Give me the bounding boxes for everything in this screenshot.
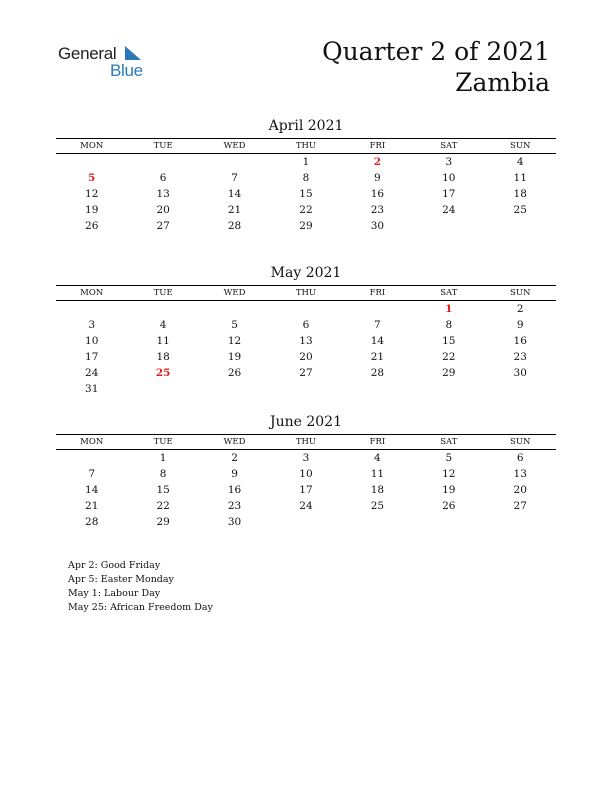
day-cell: 16 <box>513 335 527 347</box>
logo-blue-text: Blue <box>110 61 143 80</box>
day-cell: 21 <box>370 351 385 363</box>
week-row <box>56 154 556 170</box>
day-cell: 29 <box>299 220 313 232</box>
day-cell: 9 <box>374 172 381 184</box>
week-row <box>56 466 556 482</box>
day-cell: 10 <box>442 172 456 184</box>
empty-day-cell <box>413 514 484 530</box>
month-title: June 2021 <box>269 414 342 430</box>
page-title <box>322 36 550 98</box>
week-row <box>56 498 556 514</box>
weekday-label: TUE <box>153 141 173 151</box>
day-cell: 27 <box>156 220 170 232</box>
day-cell: 20 <box>156 204 170 216</box>
weekday-label: FRI <box>369 437 386 447</box>
day-cell: 5 <box>445 452 453 464</box>
day-cell: 15 <box>156 484 170 496</box>
title-country: Zambia <box>455 68 550 97</box>
day-cell: 27 <box>299 367 313 379</box>
day-cell: 7 <box>374 319 381 331</box>
logo-triangle-icon <box>125 46 141 60</box>
day-cell: 11 <box>513 172 527 184</box>
day-cell: 28 <box>85 516 99 528</box>
day-cell: 3 <box>88 319 96 331</box>
holiday-date: 1 <box>445 303 453 315</box>
weekday-header <box>56 434 556 450</box>
day-cell: 31 <box>85 383 99 395</box>
weekday-label: WED <box>223 141 246 151</box>
day-cell: 18 <box>156 351 170 363</box>
day-cell: 24 <box>299 500 313 512</box>
day-cell: 17 <box>85 351 99 363</box>
weekday-label: TUE <box>153 437 173 447</box>
holiday-date: 25 <box>155 367 171 379</box>
day-cell: 13 <box>299 335 313 347</box>
day-cell: 15 <box>299 188 313 200</box>
empty-day-cell <box>199 154 270 170</box>
empty-day-cell <box>485 218 556 234</box>
empty-day-cell <box>342 381 413 397</box>
day-cell: 10 <box>85 335 99 347</box>
weekday-label: TUE <box>153 288 173 298</box>
week-row <box>56 333 556 349</box>
week-row <box>56 381 556 397</box>
day-cell: 12 <box>442 468 456 480</box>
holiday-date: 2 <box>373 156 382 168</box>
week-row <box>56 514 556 530</box>
day-cell: 4 <box>516 156 524 168</box>
month-title: May 2021 <box>270 265 342 281</box>
day-cell: 3 <box>445 156 453 168</box>
day-cell: 16 <box>370 188 385 200</box>
day-cell: 14 <box>85 484 99 496</box>
weekday-label: THU <box>295 437 317 447</box>
week-row <box>56 170 556 186</box>
day-cell: 25 <box>513 204 527 216</box>
weekday-label: WED <box>223 437 246 447</box>
day-cell: 10 <box>299 468 313 480</box>
weekday-label: FRI <box>369 141 386 151</box>
empty-day-cell <box>56 450 127 466</box>
day-cell: 19 <box>85 204 99 216</box>
empty-day-cell <box>270 381 341 397</box>
day-cell: 24 <box>442 204 456 216</box>
day-cell: 26 <box>85 220 99 232</box>
day-cell: 18 <box>370 484 385 496</box>
day-cell: 9 <box>516 319 524 331</box>
day-cell: 29 <box>442 367 456 379</box>
day-cell: 6 <box>159 172 167 184</box>
day-cell: 26 <box>227 367 242 379</box>
empty-day-cell <box>413 381 484 397</box>
empty-day-cell <box>199 301 270 317</box>
day-cell: 20 <box>513 484 527 496</box>
day-cell: 2 <box>231 452 238 464</box>
day-cell: 23 <box>227 500 242 512</box>
month-may <box>56 264 556 397</box>
day-cell: 13 <box>513 468 527 480</box>
weekday-label: SUN <box>510 141 531 151</box>
day-cell: 30 <box>370 220 385 232</box>
logo-general-text: General <box>58 44 117 63</box>
day-cell: 15 <box>442 335 456 347</box>
month-june <box>56 413 556 530</box>
day-cell: 23 <box>370 204 385 216</box>
empty-day-cell <box>56 154 127 170</box>
day-cell: 5 <box>231 319 238 331</box>
day-cell: 4 <box>159 319 167 331</box>
day-cell: 25 <box>370 500 385 512</box>
holiday-note: Apr 5: Easter Monday <box>68 574 174 585</box>
weekday-label: SAT <box>440 288 458 298</box>
weekday-header <box>56 138 556 154</box>
day-cell: 1 <box>302 156 310 168</box>
day-cell: 4 <box>374 452 381 464</box>
holiday-note: Apr 2: Good Friday <box>68 560 161 571</box>
empty-day-cell <box>127 154 198 170</box>
weekday-label: MON <box>80 288 104 298</box>
day-cell: 14 <box>227 188 242 200</box>
day-cell: 27 <box>513 500 527 512</box>
day-cell: 6 <box>516 452 524 464</box>
weekday-label: MON <box>80 437 104 447</box>
day-cell: 24 <box>85 367 99 379</box>
week-row <box>56 482 556 498</box>
day-cell: 26 <box>442 500 456 512</box>
empty-day-cell <box>342 301 413 317</box>
weekday-label: SUN <box>510 437 531 447</box>
day-grid <box>56 450 556 530</box>
weekday-label: THU <box>295 288 317 298</box>
month-title: April 2021 <box>268 118 344 134</box>
day-cell: 6 <box>302 319 310 331</box>
empty-day-cell <box>485 381 556 397</box>
day-cell: 12 <box>227 335 242 347</box>
empty-day-cell <box>342 514 413 530</box>
day-cell: 28 <box>370 367 385 379</box>
empty-day-cell <box>270 514 341 530</box>
week-row <box>56 218 556 234</box>
day-cell: 23 <box>513 351 527 363</box>
empty-day-cell <box>199 381 270 397</box>
month-april <box>56 117 556 234</box>
weekday-label: FRI <box>369 288 386 298</box>
day-cell: 7 <box>88 468 96 480</box>
day-cell: 12 <box>85 188 99 200</box>
holiday-date: 5 <box>88 172 96 184</box>
week-row <box>56 450 556 466</box>
day-cell: 13 <box>156 188 170 200</box>
day-cell: 17 <box>442 188 456 200</box>
day-cell: 14 <box>370 335 385 347</box>
day-cell: 8 <box>159 468 167 480</box>
week-row <box>56 301 556 317</box>
weekday-label: THU <box>295 141 317 151</box>
day-cell: 21 <box>85 500 99 512</box>
day-cell: 18 <box>513 188 527 200</box>
holiday-notes <box>68 559 213 615</box>
weekday-label: SAT <box>440 141 458 151</box>
day-cell: 8 <box>445 319 453 331</box>
day-cell: 11 <box>370 468 385 480</box>
day-cell: 30 <box>227 516 242 528</box>
empty-day-cell <box>127 381 198 397</box>
day-cell: 30 <box>513 367 527 379</box>
day-cell: 17 <box>299 484 313 496</box>
holiday-note: May 25: African Freedom Day <box>68 602 213 613</box>
weekday-header <box>56 285 556 301</box>
day-cell: 19 <box>227 351 242 363</box>
day-cell: 7 <box>231 172 238 184</box>
day-grid <box>56 301 556 397</box>
empty-day-cell <box>127 301 198 317</box>
day-cell: 29 <box>156 516 170 528</box>
day-cell: 20 <box>299 351 313 363</box>
day-cell: 19 <box>442 484 456 496</box>
empty-day-cell <box>485 514 556 530</box>
day-cell: 21 <box>227 204 242 216</box>
day-cell: 11 <box>156 335 170 347</box>
day-cell: 22 <box>156 500 170 512</box>
weekday-label: MON <box>80 141 104 151</box>
week-row <box>56 186 556 202</box>
day-cell: 16 <box>227 484 242 496</box>
week-row <box>56 202 556 218</box>
day-cell: 1 <box>159 452 167 464</box>
generalblue-logo <box>58 44 168 84</box>
day-cell: 9 <box>231 468 238 480</box>
day-cell: 28 <box>227 220 242 232</box>
title-quarter: Quarter 2 of 2021 <box>322 37 550 66</box>
empty-day-cell <box>56 301 127 317</box>
week-row <box>56 365 556 381</box>
day-cell: 2 <box>516 303 524 315</box>
weekday-label: SAT <box>440 437 458 447</box>
day-cell: 3 <box>302 452 310 464</box>
week-row <box>56 317 556 333</box>
weekday-label: SUN <box>510 288 531 298</box>
empty-day-cell <box>413 218 484 234</box>
empty-day-cell <box>270 301 341 317</box>
week-row <box>56 349 556 365</box>
day-cell: 8 <box>302 172 310 184</box>
day-cell: 22 <box>442 351 456 363</box>
weekday-label: WED <box>223 288 246 298</box>
day-cell: 22 <box>299 204 313 216</box>
day-grid <box>56 154 556 234</box>
holiday-note: May 1: Labour Day <box>68 588 161 599</box>
